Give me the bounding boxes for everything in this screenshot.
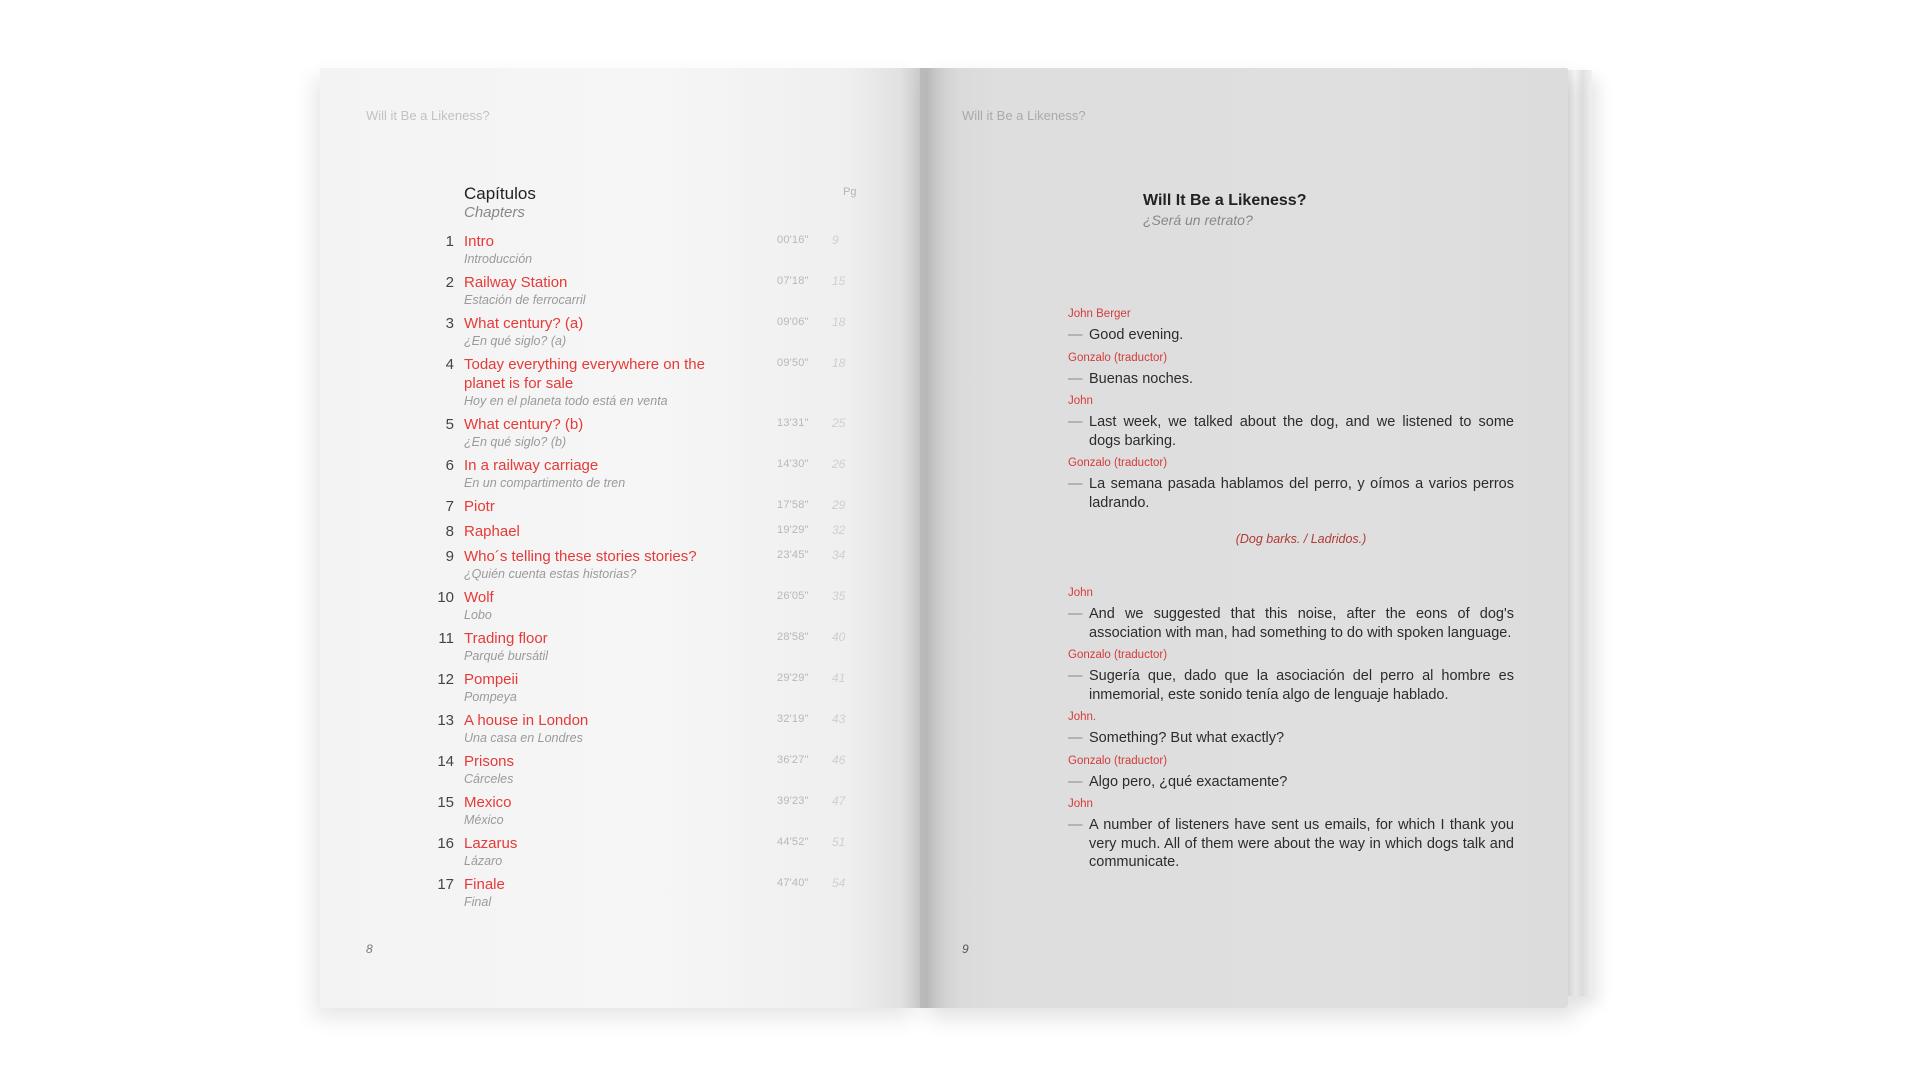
chapter-title-en: Intro (464, 233, 495, 250)
page-edges (1568, 70, 1592, 996)
dialogue-text: Algo pero, ¿qué exactamente? (1089, 773, 1288, 790)
chapter-title-en: Who´s telling these stories stories? (464, 548, 697, 565)
dialogue-line (1068, 370, 1514, 389)
chapter-page: 25 (832, 416, 846, 430)
speaker-name: Gonzalo (traductor) (1068, 457, 1168, 469)
chapter-entry[interactable] (400, 273, 870, 308)
chapter-page: 54 (832, 876, 846, 890)
chapter-page: 18 (832, 356, 846, 370)
chapter-title-es: ¿En qué siglo? (a) (464, 334, 567, 348)
chapter-entry[interactable] (400, 522, 870, 541)
chapter-number: 13 (437, 712, 454, 729)
dialogue-turn (1068, 754, 1514, 792)
chapter-title-es: Una casa en Londres (464, 731, 583, 745)
chapter-title-en: Mexico (464, 794, 512, 811)
dialogue-line (1068, 773, 1514, 792)
chapter-number: 2 (445, 274, 454, 291)
chapter-title-es: Lobo (464, 608, 492, 622)
chapter-title-en: Railway Station (464, 274, 568, 291)
chapter-entry[interactable] (400, 629, 870, 664)
chapter-page: 29 (832, 498, 846, 512)
speaker-name: John Berger (1068, 308, 1131, 320)
chapter-page: 51 (832, 835, 846, 849)
toc-title: Capítulos (464, 184, 536, 203)
chapter-title-es: México (464, 813, 504, 827)
dialogue-line (1068, 605, 1514, 642)
chapter-entry[interactable] (400, 711, 870, 746)
chapter-page: 32 (832, 523, 846, 537)
dash-mark: — (1068, 730, 1083, 746)
chapter-timecode: 47'40" (777, 877, 809, 889)
chapter-number: 4 (445, 356, 454, 373)
chapter-list (400, 232, 870, 916)
chapter-title-es: ¿En qué siglo? (b) (464, 435, 567, 449)
chapter-page: 18 (832, 315, 846, 329)
dialogue-text: And we suggested that this noise, after the eons of dog's association with man, had something to do with spoken language. (1089, 606, 1514, 641)
page-number-left: 8 (366, 942, 373, 956)
chapter-entry[interactable] (400, 834, 870, 869)
chapter-number: 8 (445, 523, 454, 540)
chapter-title-en: Pompeii (464, 671, 519, 688)
chapter-title-es: Hoy en el planeta todo está en venta (464, 394, 668, 408)
chapter-page: 34 (832, 548, 846, 562)
dialogue-text: La semana pasada hablamos del perro, y oímos a varios perros ladrando. (1089, 476, 1514, 511)
toc-subtitle: Chapters (464, 204, 525, 221)
script-heading (1143, 191, 1306, 229)
dash-mark: — (1068, 817, 1083, 833)
pg-column-label: Pg (843, 186, 857, 198)
chapter-title-es: ¿Quién cuenta estas historias? (464, 567, 637, 581)
speaker-name: Gonzalo (traductor) (1068, 754, 1168, 767)
chapter-page: 15 (832, 274, 846, 288)
chapter-timecode: 14'30" (777, 458, 809, 470)
chapter-page: 43 (832, 712, 846, 726)
chapter-title-es: Cárceles (464, 772, 514, 786)
chapter-title-en: Finale (464, 876, 505, 893)
chapter-page: 26 (832, 457, 846, 471)
dialogue-text: A number of listeners have sent us emails, for which I thank you very much. All of them were about the way in which dogs talk and communicate. (1089, 817, 1514, 870)
toc-heading (464, 184, 536, 222)
speaker-name: John (1068, 798, 1093, 810)
chapter-number: 11 (438, 630, 454, 647)
chapter-title-es: Introducción (464, 252, 533, 266)
dialogue-turn (1068, 351, 1514, 389)
chapter-timecode: 39'23" (777, 795, 809, 807)
chapter-title-en: Raphael (464, 523, 520, 540)
chapter-title-en: What century? (b) (464, 416, 584, 433)
chapter-number: 12 (437, 671, 454, 688)
chapter-title-en: Lazarus (464, 835, 518, 852)
speaker-name: Gonzalo (traductor) (1068, 351, 1168, 364)
chapter-number: 1 (445, 233, 454, 250)
chapter-timecode: 07'18" (777, 275, 809, 287)
dialogue-turn (1068, 307, 1514, 345)
dash-mark: — (1068, 414, 1083, 430)
dash-mark: — (1068, 370, 1083, 387)
chapter-title-en: Today everything everywhere on the planet is for sale (464, 356, 705, 392)
dialogue-text: Something? But what exactly? (1089, 730, 1285, 746)
dialogue-text: Good evening. (1089, 327, 1184, 343)
speaker-name: John (1068, 395, 1093, 407)
chapter-entry[interactable] (400, 588, 870, 623)
chapter-number: 3 (445, 315, 454, 332)
chapter-entry[interactable] (400, 497, 870, 516)
dialogue-turn (1068, 648, 1514, 704)
chapter-timecode: 23'45" (777, 549, 809, 561)
chapter-timecode: 09'50" (777, 357, 809, 369)
speaker-name: John. (1068, 711, 1097, 723)
dash-mark: — (1068, 327, 1083, 343)
dialogue-line (1068, 729, 1514, 748)
dialogue-line (1068, 667, 1514, 704)
chapter-title-es: Parqué bursátil (464, 649, 549, 663)
chapter-number: 7 (445, 498, 454, 515)
chapter-number: 5 (445, 416, 454, 433)
chapter-timecode: 32'19" (777, 713, 809, 725)
dialogue-transcript (1068, 307, 1514, 878)
chapter-number: 15 (437, 794, 454, 811)
chapter-title-en: Prisons (464, 753, 515, 770)
chapter-number: 9 (445, 548, 454, 565)
chapter-page: 40 (832, 630, 846, 644)
chapter-title-es: Final (464, 895, 492, 909)
dialogue-line (1068, 816, 1514, 872)
chapter-timecode: 19'29" (777, 524, 809, 536)
chapter-timecode: 17'58" (777, 499, 809, 511)
chapter-entry[interactable] (400, 456, 870, 491)
chapter-number: 14 (437, 753, 454, 770)
running-head-right: Will it Be a Likeness? (962, 108, 1086, 123)
chapter-page: 35 (832, 589, 846, 603)
speaker-name: John (1068, 587, 1093, 599)
chapter-title-es: Lázaro (464, 854, 503, 868)
speaker-name: Gonzalo (traductor) (1068, 649, 1168, 661)
chapter-title-en: A house in London (464, 712, 589, 729)
chapter-title-en: Piotr (464, 498, 495, 515)
right-page (920, 68, 1568, 1008)
dialogue-line (1068, 475, 1514, 512)
dialogue-turn (1068, 394, 1514, 450)
chapter-title-en: In a railway carriage (464, 457, 599, 474)
chapter-page: 47 (832, 794, 846, 808)
chapter-timecode: 29'29" (777, 672, 809, 684)
chapter-entry[interactable] (400, 314, 870, 349)
chapter-entry[interactable] (400, 415, 870, 450)
dialogue-text: Sugería que, dado que la asociación del perro al hombre es inmemorial, este sonido tenía algo de lenguaje hablado. (1089, 668, 1514, 703)
dialogue-turn (1068, 710, 1514, 748)
chapter-title-en: What century? (a) (464, 315, 584, 332)
chapter-entry[interactable] (400, 793, 870, 828)
stage-direction: (Dog barks. / Ladridos.) (1235, 532, 1367, 546)
chapter-timecode: 36'27" (777, 754, 809, 766)
chapter-title-es: Estación de ferrocarril (464, 293, 586, 307)
dialogue-text: Buenas noches. (1089, 370, 1193, 387)
chapter-timecode: 13'31" (777, 417, 809, 429)
chapter-timecode: 09'06" (777, 316, 809, 328)
dialogue-turn (1068, 586, 1514, 642)
chapter-title-en: Wolf (464, 589, 494, 606)
dialogue-line (1068, 326, 1514, 345)
chapter-entry[interactable] (400, 875, 870, 910)
chapter-number: 17 (437, 876, 454, 893)
chapter-page: 41 (832, 671, 846, 685)
chapter-number: 10 (437, 589, 454, 606)
chapter-number: 16 (437, 835, 454, 852)
chapter-entry[interactable] (400, 670, 870, 705)
chapter-entry[interactable] (400, 547, 870, 582)
page-number-right: 9 (962, 942, 969, 956)
dialogue-block-1 (1068, 307, 1514, 512)
left-page (320, 68, 920, 1008)
chapter-timecode: 26'05" (777, 590, 809, 602)
chapter-entry[interactable] (400, 355, 870, 409)
dialogue-text: Last week, we talked about the dog, and we listened to some dogs barking. (1089, 414, 1514, 449)
chapter-timecode: 28'58" (777, 631, 809, 643)
dialogue-turn (1068, 797, 1514, 872)
chapter-entry[interactable] (400, 752, 870, 787)
chapter-timecode: 44'52" (777, 836, 809, 848)
dialogue-turn (1068, 456, 1514, 512)
chapter-title-en: Trading floor (464, 630, 548, 647)
chapter-timecode: 00'16" (777, 234, 809, 246)
dash-mark: — (1068, 476, 1083, 492)
chapter-number: 6 (445, 457, 454, 474)
chapter-entry[interactable] (400, 232, 870, 267)
script-title: Will It Be a Likeness? (1143, 192, 1307, 209)
dash-mark: — (1068, 606, 1083, 622)
script-subtitle: ¿Será un retrato? (1143, 212, 1253, 228)
chapter-title-es: En un compartimento de tren (464, 476, 626, 490)
chapter-page: 9 (832, 233, 839, 247)
chapter-title-es: Pompeya (464, 690, 517, 704)
dialogue-block-2 (1068, 586, 1514, 872)
dash-mark: — (1068, 668, 1083, 684)
running-head-left: Will it Be a Likeness? (366, 108, 490, 123)
chapter-page: 46 (832, 753, 846, 767)
dash-mark: — (1068, 773, 1083, 790)
dialogue-line (1068, 413, 1514, 450)
